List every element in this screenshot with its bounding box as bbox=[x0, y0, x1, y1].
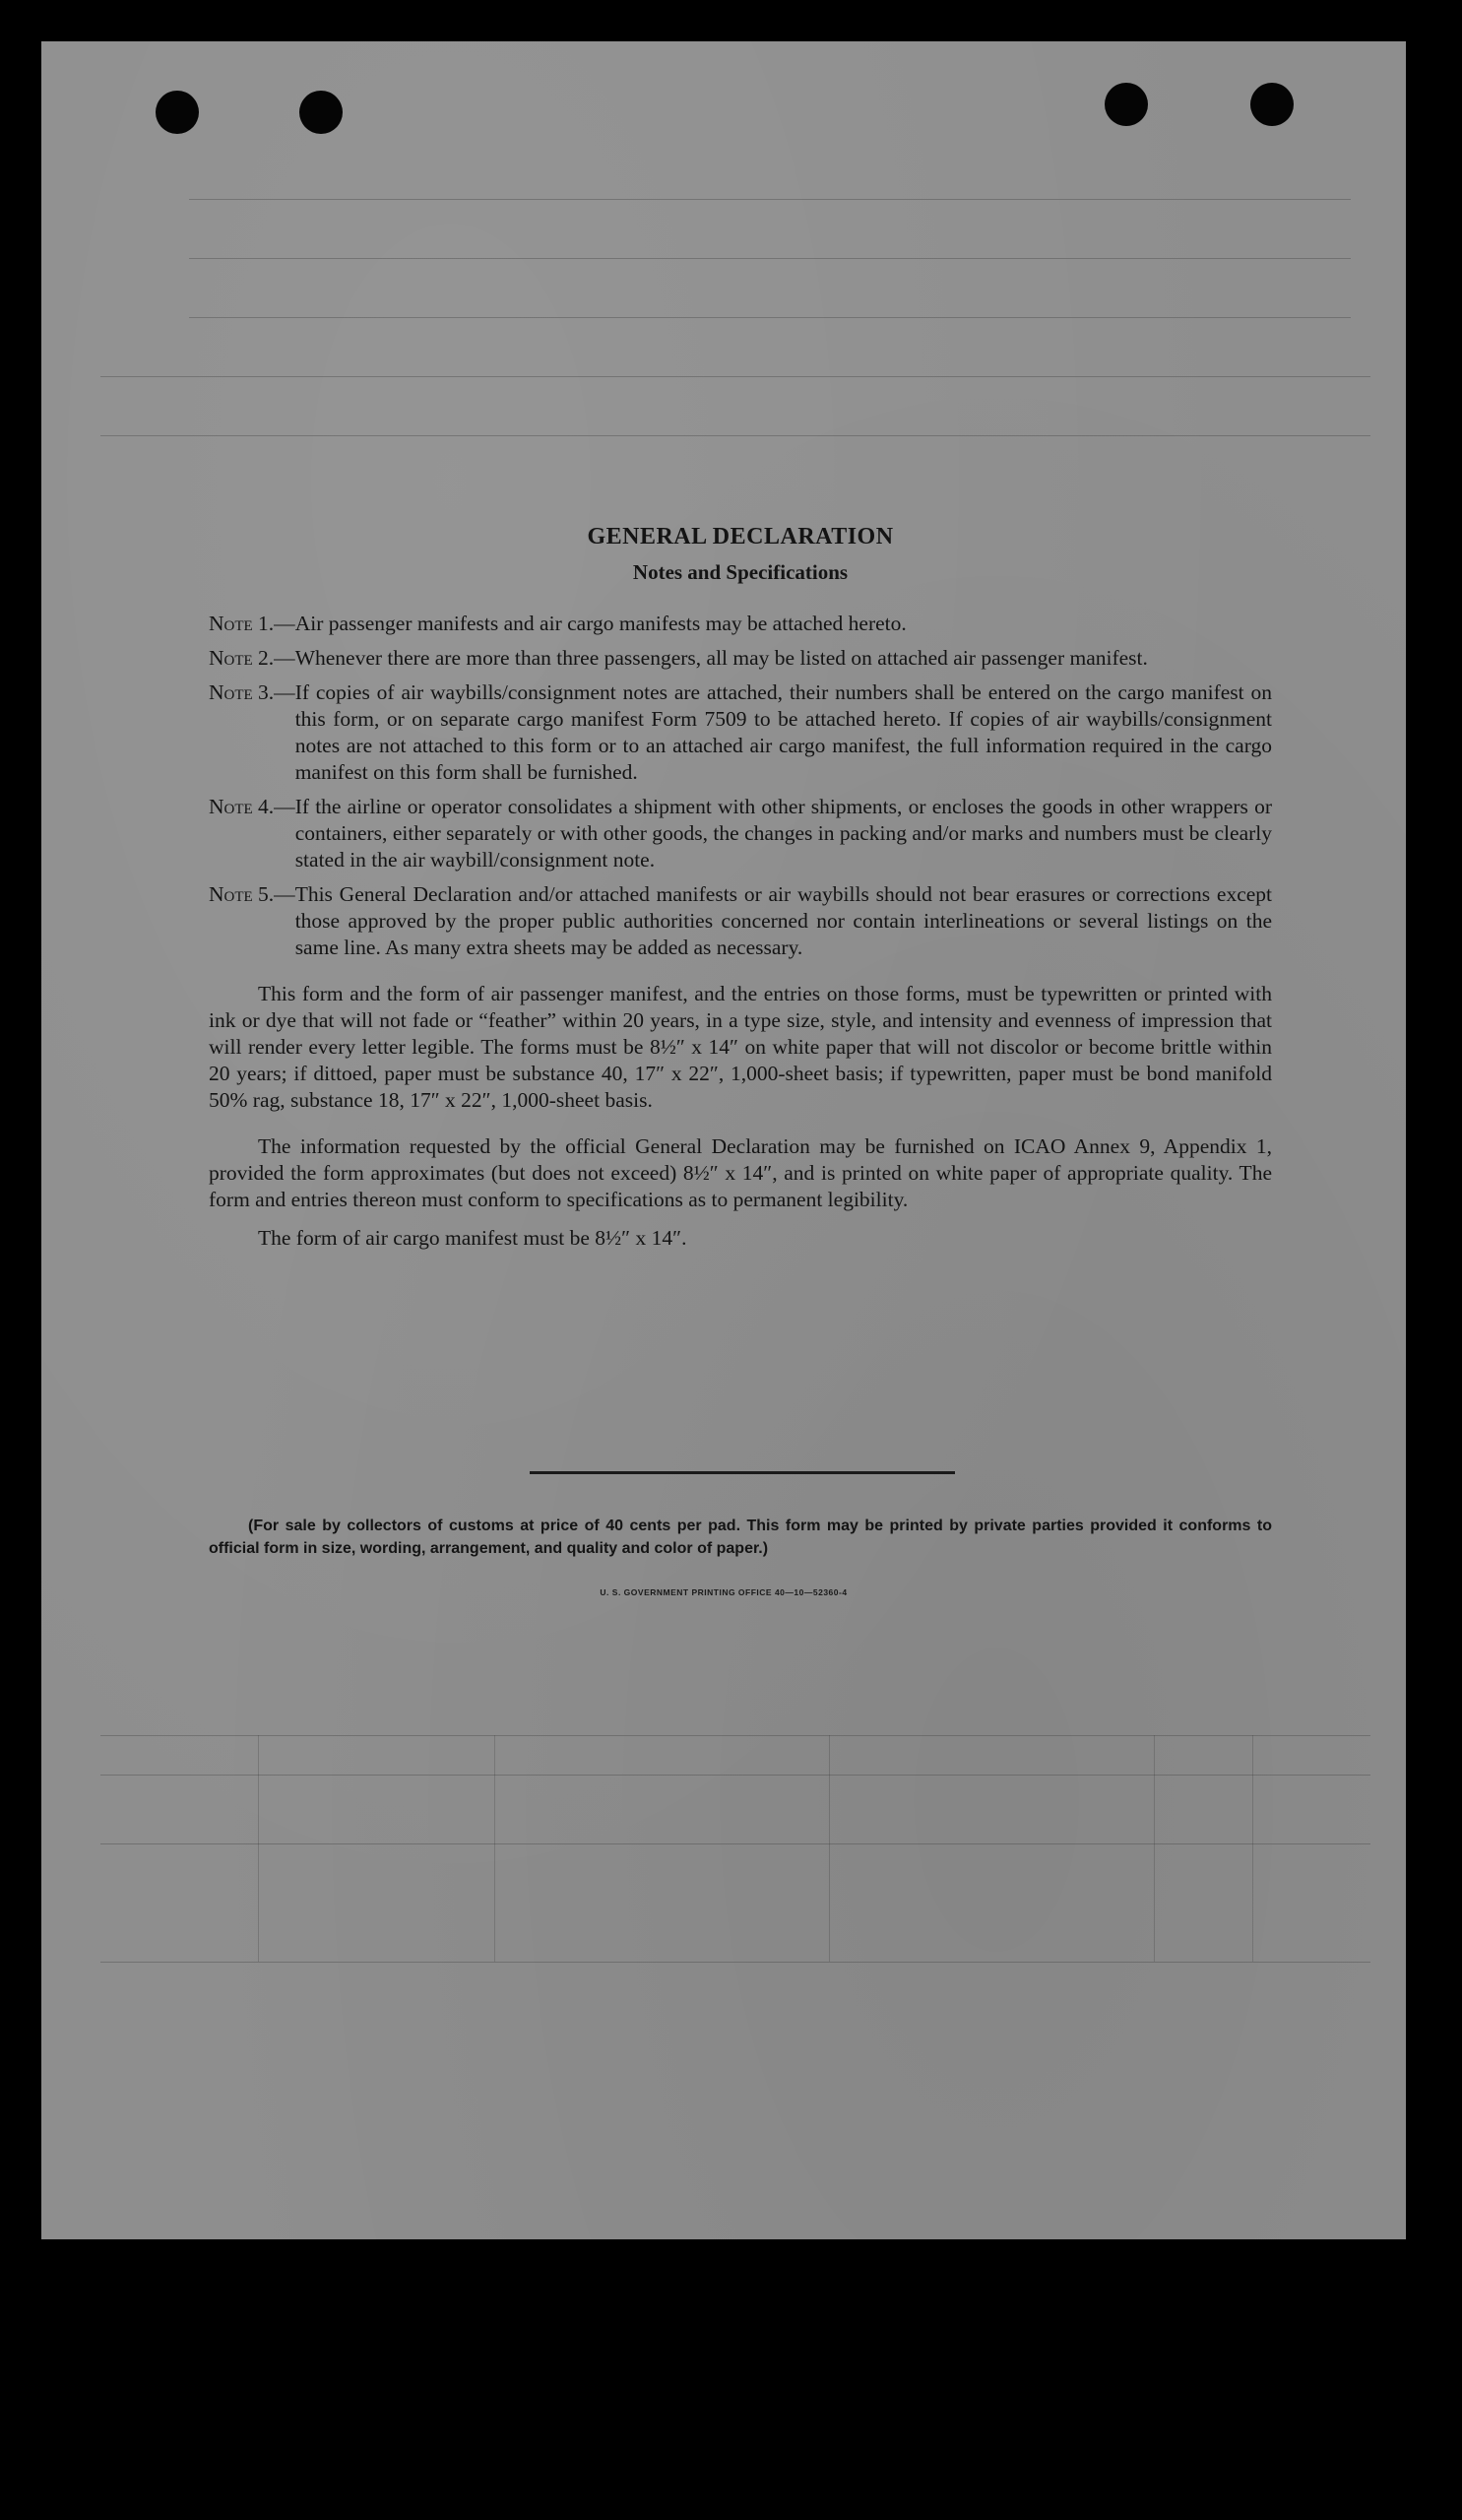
bleed-through-line bbox=[100, 376, 1370, 377]
punch-hole bbox=[299, 91, 343, 134]
bleed-through-line bbox=[100, 435, 1370, 436]
icao-paragraph: The information requested by the official General Declaration may be furnished on ICAO Annex 9, Appendix 1, provided the form approximates (but does not exceed) 8½″ x 14″, and is printed on white paper of appropriate quality. The form and entries thereon must conform to specifications as to permanent legibility. bbox=[209, 1134, 1272, 1211]
declaration-notes bbox=[209, 524, 1272, 1252]
cargo-manifest-size-paragraph: The form of air cargo manifest must be 8½″ x 14″. bbox=[258, 1226, 687, 1250]
bleed-through-line bbox=[494, 1735, 495, 1962]
note-5 bbox=[209, 881, 1272, 961]
punch-hole bbox=[1250, 83, 1294, 126]
bleed-through-line bbox=[100, 1843, 1370, 1844]
page-subtitle: Notes and Specifications bbox=[632, 560, 849, 584]
note-label: Note 2.— bbox=[209, 646, 295, 670]
note-text: If copies of air waybills/consignment notes are attached, their numbers shall be entered on the cargo manifest on this form, or on separate cargo manifest Form 7509 to be attached hereto. If copies of air waybills/consignment notes are not attached to this form or to an attached air cargo manifest, the full information required in the cargo manifest on this form shall be furnished. bbox=[294, 680, 1272, 784]
bleed-through-line bbox=[100, 1775, 1370, 1776]
note-1 bbox=[209, 611, 1272, 637]
bleed-through-line bbox=[1252, 1735, 1253, 1962]
bleed-through-line bbox=[100, 1735, 1370, 1736]
punch-hole bbox=[156, 91, 199, 134]
note-text: Air passenger manifests and air cargo manifests may be attached hereto. bbox=[294, 612, 907, 635]
note-label: Note 4.— bbox=[209, 795, 295, 818]
note-label: Note 1.— bbox=[209, 612, 295, 635]
note-4 bbox=[209, 794, 1272, 873]
document-page bbox=[41, 41, 1406, 2239]
page-title: GENERAL DECLARATION bbox=[587, 524, 894, 549]
bleed-through-line bbox=[829, 1735, 830, 1962]
section-divider bbox=[530, 1471, 955, 1474]
bleed-through-line bbox=[258, 1735, 259, 1962]
punch-hole bbox=[1105, 83, 1148, 126]
note-text: Whenever there are more than three passengers, all may be listed on attached air passenger manifest. bbox=[294, 646, 1148, 670]
bleed-through-line bbox=[1154, 1735, 1155, 1962]
note-label: Note 3.— bbox=[209, 680, 295, 704]
bleed-through-line bbox=[189, 258, 1351, 259]
bleed-through-line bbox=[189, 317, 1351, 318]
format-requirements-paragraph: This form and the form of air passenger manifest, and the entries on those forms, must be typewritten or printed with ink or dye that will not fade or “feather” within 20 years, in a type size, style, and intensity and evenness of impression that will render every letter legible. The forms must be 8½″ x 14″ on white paper that will not discolor or become brittle within 20 years; if dittoed, paper must be substance 40, 17″ x 22″, 1,000-sheet basis; if typewritten, paper must be bond manifold 50% rag, substance 18, 17″ x 22″, 1,000-sheet basis. bbox=[209, 982, 1272, 1112]
sale-notice: (For sale by collectors of customs at price of 40 cents per pad. This form may be printed by private parties provided it conforms to official form in size, wording, arrangement, and quality and color of paper.) bbox=[209, 1518, 1272, 1557]
bleed-through-line bbox=[100, 1962, 1370, 1963]
note-3 bbox=[209, 679, 1272, 786]
bleed-through-line bbox=[189, 199, 1351, 200]
printer-imprint: U. S. GOVERNMENT PRINTING OFFICE 40—10—52360-4 bbox=[600, 1587, 848, 1597]
note-text: If the airline or operator consolidates a shipment with other shipments, or encloses the goods in other wrappers or containers, either separately or with other goods, the changes in packing and/or marks and numbers must be clearly stated in the air waybill/consignment note. bbox=[294, 795, 1272, 872]
note-text: This General Declaration and/or attached manifests or air waybills should not bear erasures or corrections except those approved by the proper public authorities concerned nor contain interlineations or several listings on the same line. As many extra sheets may be added as necessary. bbox=[294, 882, 1272, 959]
note-label: Note 5.— bbox=[209, 882, 295, 906]
note-2 bbox=[209, 645, 1272, 672]
